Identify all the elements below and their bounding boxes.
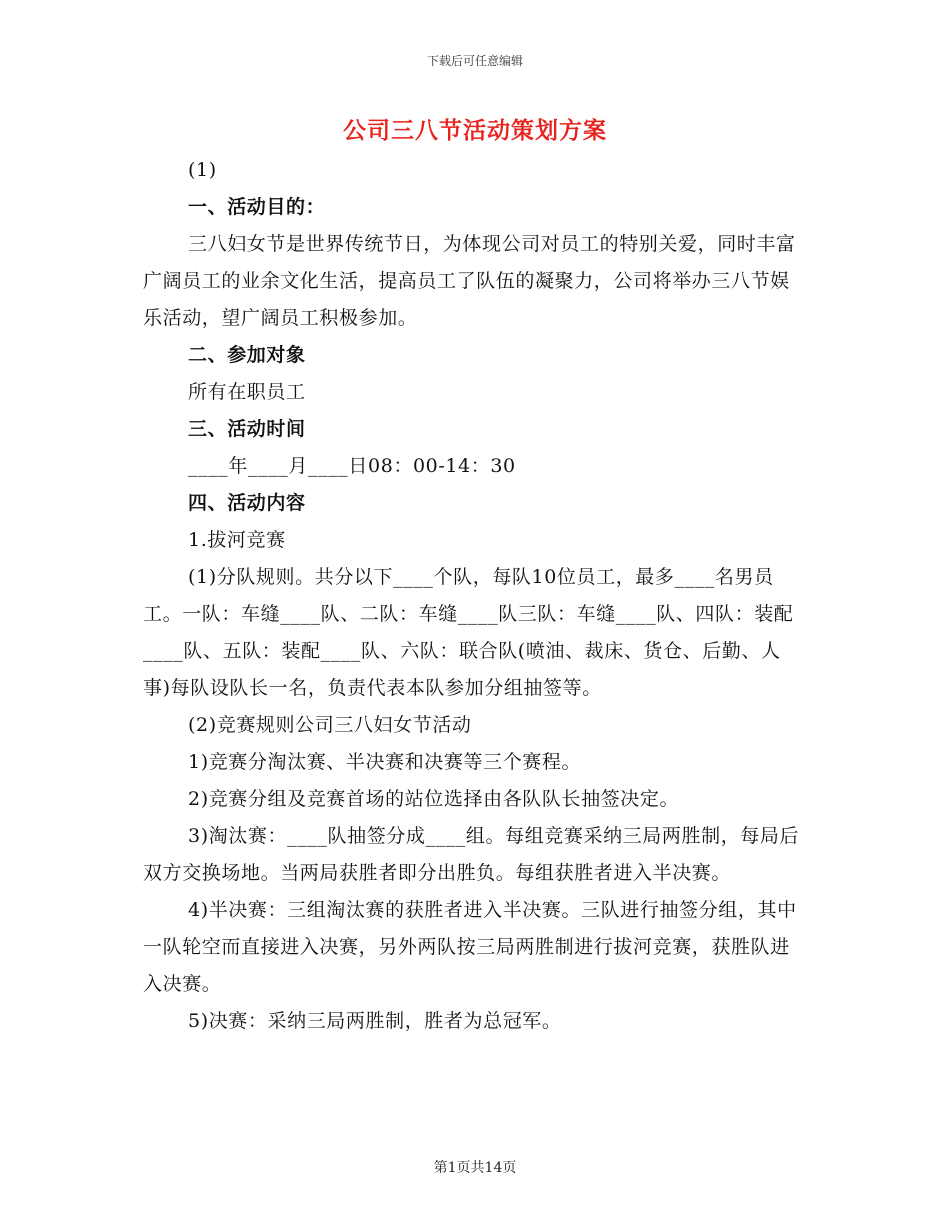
heading-activity-purpose: 一、活动目的：	[188, 196, 326, 218]
paragraph-section-marker: (1)	[188, 159, 217, 181]
heading-activity-content: 四、活动内容	[188, 492, 306, 514]
heading-activity-time: 三、活动时间	[188, 418, 306, 440]
paragraph-rule-4: 4)半决赛：三组淘汰赛的获胜者进入半决赛。三队进行抽签分组，其中一队轮空而直接进入决赛，另外两队按三局两胜制进行拔河竞赛，获胜队进入决赛。	[143, 899, 797, 995]
document-title: 公司三八节活动策划方案	[343, 117, 607, 144]
paragraph-rule-3: 3)淘汰赛：____队抽签分成____组。每组竞赛采纳三局两胜制，每局后双方交换场地。当两局获胜者即分出胜负。每组获胜者进入半决赛。	[143, 825, 800, 884]
page-number-footer: 第1页共14页	[433, 1160, 517, 1176]
paragraph-team-rules: (1)分队规则。共分以下____个队，每队10位员工，最多____名男员工。一队：车缝____队、二队：车缝____队三队：车缝____队、四队：装配____队、五队：装配____队、六队：联合队(喷油、裁床、货仓、后勤、人事)每队设队长一名，负责代表本队参加分组抽签等。	[143, 566, 794, 699]
paragraph-participants: 所有在职员工	[188, 381, 306, 403]
paragraph-rule-1: 1)竞赛分淘汰赛、半决赛和决赛等三个赛程。	[188, 751, 582, 773]
heading-participants: 二、参加对象	[188, 344, 306, 366]
paragraph-activity-purpose: 三八妇女节是世界传统节日，为体现公司对员工的特别关爱，同时丰富广阔员工的业余文化生活，提高员工了队伍的凝聚力，公司将举办三八节娱乐活动，望广阔员工积极参加。	[143, 233, 796, 329]
page-header-note: 下载后可任意编辑	[426, 54, 523, 68]
document-body	[143, 152, 803, 1040]
paragraph-competition-rules: (2)竞赛规则公司三八妇女节活动	[188, 714, 472, 736]
paragraph-rule-5: 5)决赛：采纳三局两胜制，胜者为总冠军。	[188, 1010, 562, 1032]
paragraph-activity-time: ____年____月____日08：00-14：30	[188, 455, 516, 477]
subheading-tug-of-war: 1.拔河竞赛	[188, 529, 286, 551]
paragraph-rule-2: 2)竞赛分组及竞赛首场的站位选择由各队队长抽签决定。	[188, 788, 680, 810]
